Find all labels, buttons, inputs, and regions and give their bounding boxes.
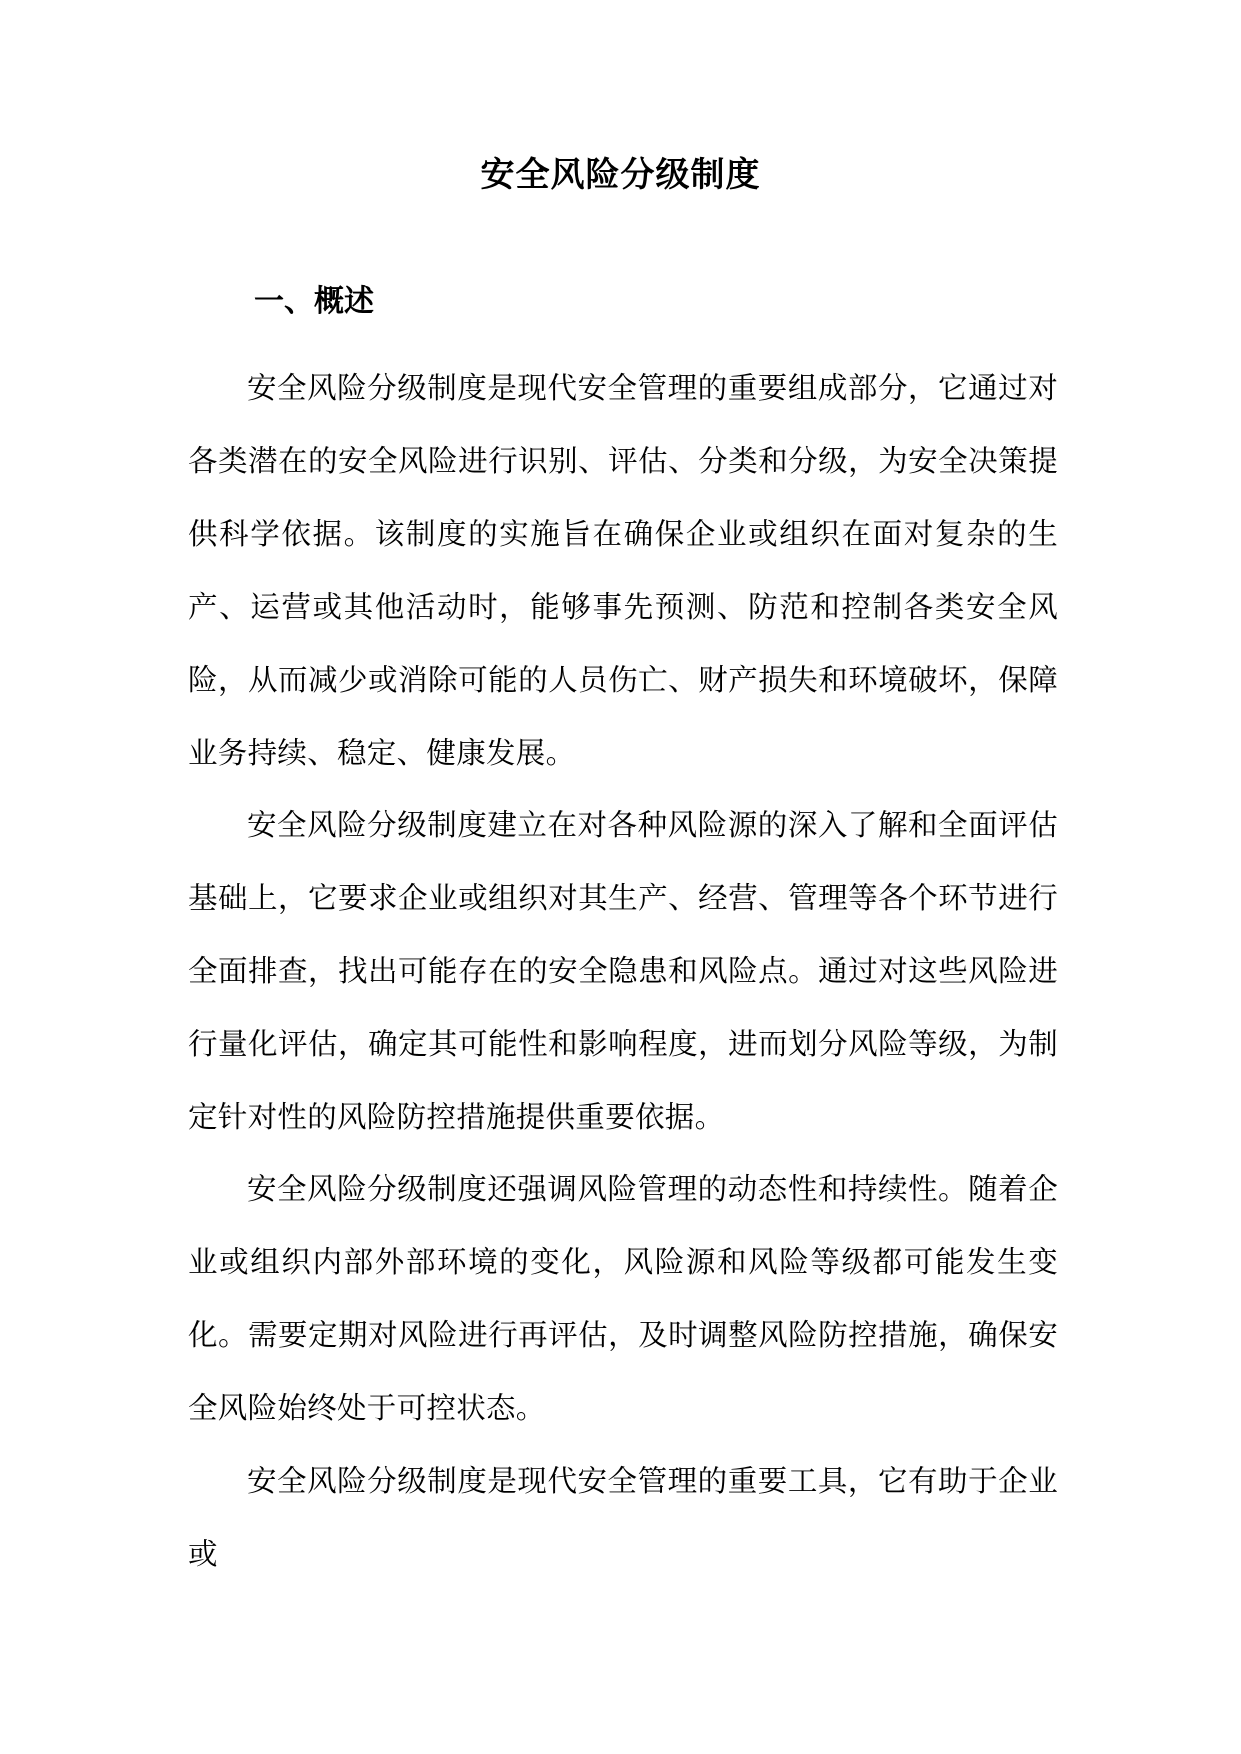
paragraph-1: 安全风险分级制度是现代安全管理的重要组成部分，它通过对各类潜在的安全风险进行识别、评估、分类和分级，为安全决策提供科学依据。该制度的实施旨在确保企业或组织在面对复杂的生产、运营或其他活动时，能够事先预测、防范和控制各类安全风险，从而减少或消除可能的人员伤亡、财产损失和环境破坏，保障业务持续、稳定、健康发展。	[188, 371, 1058, 770]
paragraph-2: 安全风险分级制度建立在对各种风险源的深入了解和全面评估基础上，它要求企业或组织对其生产、经营、管理等各个环节进行全面排查，找出可能存在的安全隐患和风险点。通过对这些风险进行量化评估，确定其可能性和影响程度，进而划分风险等级，为制定针对性的风险防控措施提供重要依据。	[188, 808, 1058, 1134]
paragraph-4: 安全风险分级制度是现代安全管理的重要工具，它有助于企业或	[188, 1464, 1058, 1571]
paragraph-3: 安全风险分级制度还强调风险管理的动态性和持续性。随着企业或组织内部外部环境的变化，风险源和风险等级都可能发生变化。需要定期对风险进行再评估，及时调整风险防控措施，确保安全风险始终处于可控状态。	[188, 1172, 1058, 1425]
section-heading: 一、概述	[254, 284, 374, 319]
document-title: 安全风险分级制度	[480, 155, 761, 195]
